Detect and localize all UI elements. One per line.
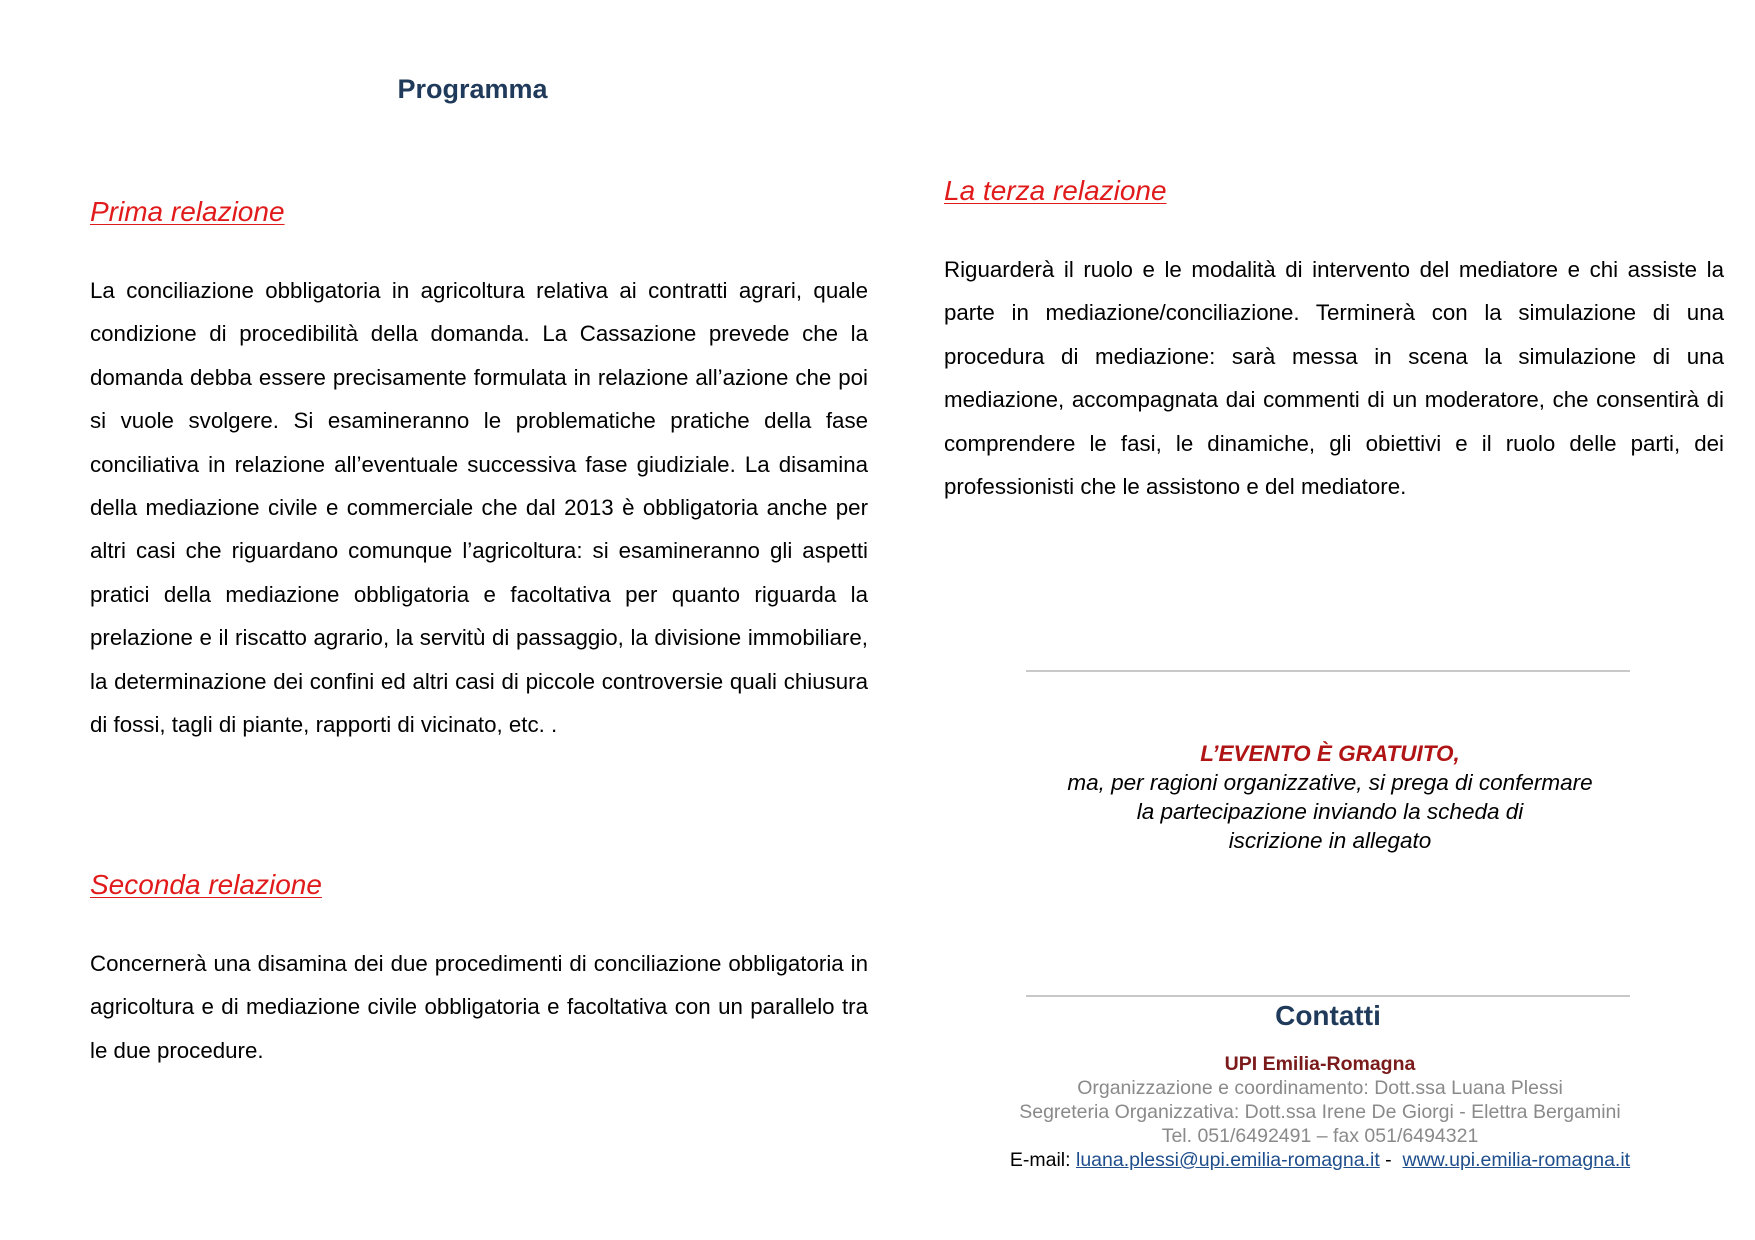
contact-phone: Tel. 051/6492491 – fax 051/6494321 bbox=[1161, 1125, 1479, 1147]
notice-line: iscrizione in allegato bbox=[1228, 828, 1432, 853]
free-event-notice bbox=[1000, 739, 1660, 855]
page-title: Programma bbox=[397, 74, 548, 104]
contact-email-line bbox=[950, 1148, 1690, 1172]
email-link[interactable]: luana.plessi@upi.emilia-romagna.it bbox=[1075, 1149, 1380, 1171]
contact-organization-name: UPI Emilia-Romagna bbox=[1224, 1053, 1416, 1075]
contacts-title: Contatti bbox=[1275, 1000, 1381, 1031]
contact-secretariat: Segreteria Organizzativa: Dott.ssa Irene De Giorgi - Elettra Bergamini bbox=[1019, 1101, 1621, 1123]
divider-top bbox=[1026, 670, 1630, 672]
section-body-terza: Riguarderà il ruolo e le modalità di intervento del mediatore e chi assiste la parte in mediazione/conciliazione. Terminerà con la simulazione di una procedura di mediazione: sarà messa in scena la simulazione di una mediazione, accompagnata dai commenti di un moderatore, che consentirà di comprendere le fasi, le dinamiche, gli obiettivi e il ruolo delle parti, dei professionisti che le assistono e del mediatore. bbox=[944, 257, 1724, 500]
divider-bottom bbox=[1026, 995, 1630, 997]
website-link[interactable]: www.upi.emilia-romagna.it bbox=[1402, 1149, 1631, 1171]
contact-coordinator: Organizzazione e coordinamento: Dott.ssa Luana Plessi bbox=[1077, 1077, 1563, 1099]
link-separator: - bbox=[1379, 1149, 1403, 1171]
email-label: E-mail: bbox=[1009, 1149, 1071, 1171]
section-heading-seconda: Seconda relazione bbox=[90, 869, 322, 900]
section-body-prima: La conciliazione obbligatoria in agricoltura relativa ai contratti agrari, quale condizione di procedibilità della domanda. La Cassazione prevede che la domanda debba essere precisamente formulata in relazione all’azione che poi si vuole svolgere. Si esamineranno le problematiche pratiche della fase conciliativa in relazione all’eventuale successiva fase giudiziale. La disamina della mediazione civile e commerciale che dal 2013 è obbligatoria anche per altri casi che riguardano comunque l’agricoltura: si esamineranno gli aspetti pratici della mediazione obbligatoria e facoltativa per quanto riguarda la prelazione e il riscatto agrario, la servitù di passaggio, la divisione immobiliare, la determinazione dei confini ed altri casi di piccole controversie quali chiusura di fossi, tagli di piante, rapporti di vicinato, etc. . bbox=[90, 278, 868, 738]
section-body-seconda: Concernerà una disamina dei due procedimenti di conciliazione obbligatoria in agricoltura e di mediazione civile obbligatoria e facoltativa con un parallelo tra le due procedure. bbox=[90, 951, 868, 1063]
section-heading-prima: Prima relazione bbox=[90, 196, 285, 227]
section-heading-terza: La terza relazione bbox=[944, 175, 1167, 206]
notice-line: la partecipazione inviando la scheda di bbox=[1136, 799, 1524, 824]
notice-line: ma, per ragioni organizzative, si prega di confermare bbox=[1067, 770, 1593, 795]
notice-headline: L’EVENTO È GRATUITO, bbox=[1200, 741, 1460, 766]
